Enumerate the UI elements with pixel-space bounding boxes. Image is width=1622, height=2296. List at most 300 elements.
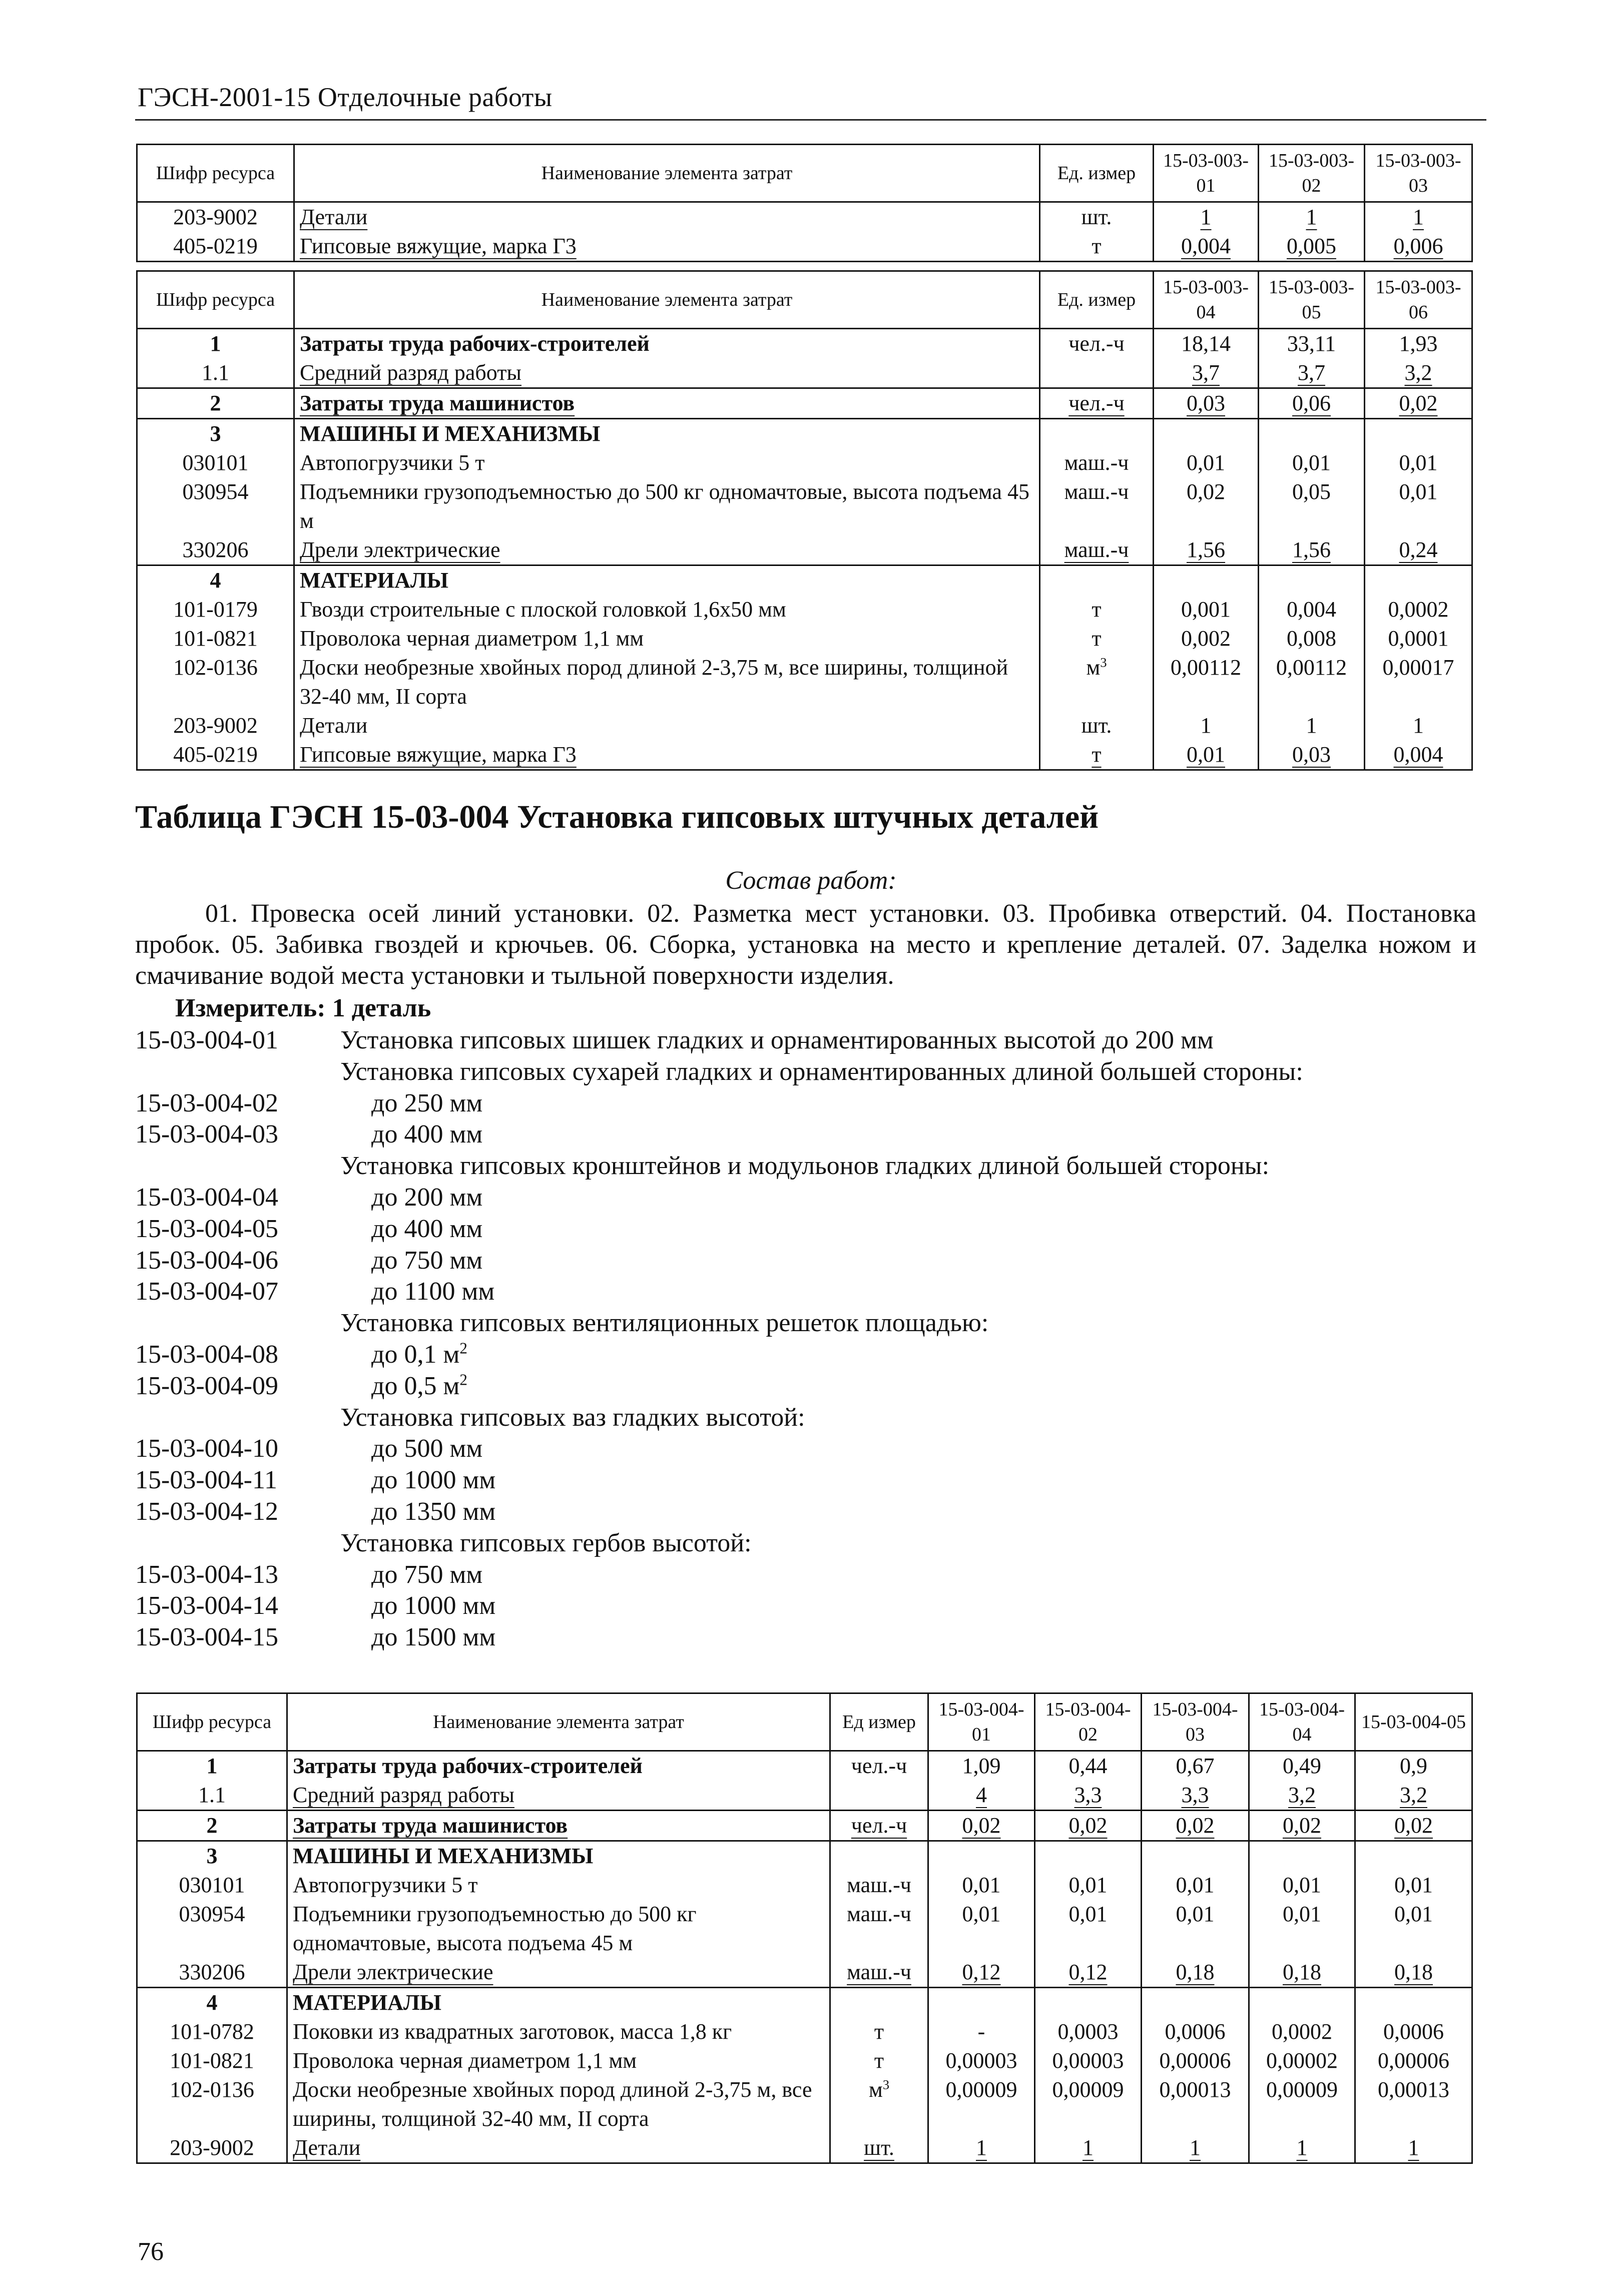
value: 0,00009 <box>1052 2077 1124 2102</box>
unit-exponent: 3 <box>1100 655 1107 670</box>
value-cell <box>1142 1811 1249 1841</box>
resource-code: 101-0821 <box>137 2046 287 2075</box>
unit <box>1040 595 1154 624</box>
value: 0,00017 <box>1382 655 1454 680</box>
unit <box>830 1841 928 1871</box>
header-cell: 15-03-004-01 <box>928 1693 1035 1751</box>
value: 1 <box>1413 713 1424 738</box>
value: 1 <box>1190 2135 1201 2160</box>
element-name-text: Доски необрезные хвойных пород длиной 2-3,75 м, все ширины, толщиной 32-40 мм, II сорта <box>293 2077 812 2131</box>
unit-text: м <box>868 2077 883 2102</box>
element-name <box>287 1900 830 1958</box>
work-item-code: 15-03-004-04 <box>135 1183 278 1212</box>
unit-text: т <box>1092 742 1102 767</box>
value-cell <box>1154 388 1259 419</box>
unit: т <box>1040 232 1154 262</box>
resource-code: 2 <box>137 1811 287 1841</box>
work-item-text <box>371 1590 495 1621</box>
value: 0,01 <box>1187 450 1225 475</box>
value: 1 <box>976 2135 987 2160</box>
header-cell: 15-03-004-04 <box>1249 1693 1355 1751</box>
value: 1 <box>1408 2135 1419 2160</box>
value-cell <box>1035 1988 1142 2018</box>
value-cell <box>1259 388 1365 419</box>
value-cell <box>928 2133 1035 2163</box>
value-cell <box>1154 202 1259 232</box>
value: 0,02 <box>962 1813 1001 1838</box>
value-cell <box>1259 419 1365 449</box>
unit <box>830 2046 928 2075</box>
value-cell <box>1142 1751 1249 1781</box>
element-name-text: Гипсовые вяжущие, марка Г3 <box>300 234 577 258</box>
work-item-text <box>371 1276 494 1307</box>
value-cell <box>1035 1781 1142 1811</box>
work-item-text <box>371 1465 495 1496</box>
element-name-text: Дрели электрические <box>293 1960 493 1984</box>
value: 0,00013 <box>1159 2077 1231 2102</box>
unit-text: чел.-ч <box>1068 391 1125 415</box>
unit-text: маш.-ч <box>1064 479 1129 504</box>
value-cell <box>1365 740 1472 770</box>
work-item-text <box>340 1025 1214 1056</box>
value-cell <box>1365 202 1472 232</box>
unit-text: чел.-ч <box>851 1813 907 1838</box>
element-name <box>287 2133 830 2163</box>
value: 3,2 <box>1400 1783 1427 1807</box>
value: 0,44 <box>1068 1754 1108 1778</box>
unit <box>1040 419 1154 449</box>
value-cell <box>1035 1871 1142 1900</box>
value-cell <box>1154 565 1259 596</box>
work-item-code: 15-03-004-09 <box>135 1371 278 1400</box>
work-item <box>135 1528 1476 1559</box>
value: 0,004 <box>1181 234 1231 258</box>
element-name <box>294 740 1040 770</box>
work-item <box>135 1025 1476 1056</box>
value: 0,0006 <box>1383 2019 1444 2044</box>
unit <box>1040 535 1154 565</box>
work-item <box>135 1245 1476 1276</box>
work-item-text <box>371 1088 482 1119</box>
value-cell <box>1355 1811 1472 1841</box>
element-name-text: Доски необрезные хвойных пород длиной 2-3,75 м, все ширины, толщиной 32-40 мм, II сорта <box>300 655 1008 709</box>
value: 0,00006 <box>1159 2048 1231 2073</box>
unit-text: маш.-ч <box>847 1873 911 1897</box>
work-composition-text: 01. Провеска осей линий установки. 02. Разметка мест установки. 03. Пробивка отверстий. 04. Постановка пробок. 05. Забивка гвоздей и крючьев. 06. Сборка, установка на место и крепление деталей. 07. Заделка ножом и смачивание водой места установки и тыльной поверхности изделия. <box>135 899 1476 990</box>
table-row <box>137 1811 1472 1841</box>
value: 1,56 <box>1292 537 1331 562</box>
value-cell <box>1154 740 1259 770</box>
work-item-text <box>340 1308 988 1339</box>
work-item-code: 15-03-004-08 <box>135 1340 278 1369</box>
unit <box>830 1811 928 1841</box>
value-cell <box>1365 448 1472 477</box>
element-name-text: Затраты труда рабочих-строителей <box>300 331 650 356</box>
value: 0,01 <box>1283 1873 1321 1897</box>
unit-text: т <box>874 2048 884 2073</box>
table-row <box>137 2046 1472 2075</box>
work-item-text-main: до 250 мм <box>371 1088 483 1117</box>
value-cell <box>1154 535 1259 565</box>
table-row <box>137 1900 1472 1958</box>
element-name <box>294 711 1040 740</box>
element-name-text: Подъемники грузоподъемностью до 500 кг одномачтовые, высота подъема 45 м <box>300 479 1029 533</box>
table-header-row <box>137 271 1472 329</box>
resource-code: 3 <box>137 1841 287 1871</box>
resource-code: 1 <box>137 329 294 359</box>
work-item-text-main: до 750 мм <box>371 1246 483 1275</box>
resource-code: 405-0219 <box>137 740 294 770</box>
value-cell <box>928 1751 1035 1781</box>
value: 3,2 <box>1288 1783 1316 1807</box>
value-cell <box>928 1958 1035 1988</box>
element-name-text: Автопогрузчики 5 т <box>300 450 485 475</box>
unit <box>1040 388 1154 419</box>
value-cell <box>1249 1988 1355 2018</box>
value-cell <box>1035 1841 1142 1871</box>
header-cell: 15-03-003-04 <box>1154 271 1259 329</box>
unit-exponent: 3 <box>882 2077 890 2092</box>
value: 0,06 <box>1292 391 1331 415</box>
element-name <box>294 419 1040 449</box>
resource-table-004 <box>136 1692 1473 2164</box>
value-cell <box>1154 595 1259 624</box>
value: 0,03 <box>1292 742 1331 767</box>
unit-text: маш.-ч <box>1064 450 1129 475</box>
header-cell: Ед. измер <box>1040 271 1154 329</box>
table-row <box>137 477 1472 535</box>
work-item-text-main: Установка гипсовых гербов высотой: <box>340 1528 752 1557</box>
value-cell <box>1142 2075 1249 2133</box>
header-cell: 15-03-003-06 <box>1365 271 1472 329</box>
work-item <box>135 1622 1476 1653</box>
resource-code: 101-0821 <box>137 624 294 653</box>
value: 0,00003 <box>1052 2048 1124 2073</box>
value-cell <box>1365 535 1472 565</box>
value: 0,01 <box>1399 450 1438 475</box>
element-name <box>294 388 1040 419</box>
value: 4 <box>976 1783 987 1807</box>
table-row <box>137 2133 1472 2163</box>
table-row <box>137 711 1472 740</box>
element-name <box>294 535 1040 565</box>
work-item <box>135 1559 1476 1590</box>
value-cell <box>1355 1781 1472 1811</box>
value: 1 <box>1413 205 1424 229</box>
value: 0,03 <box>1187 391 1225 415</box>
table-row <box>137 2075 1472 2133</box>
element-name-text: Затраты труда машинистов <box>300 391 575 415</box>
value-cell <box>1355 1751 1472 1781</box>
value-cell <box>1035 2046 1142 2075</box>
value-cell <box>1259 232 1365 262</box>
value-cell <box>1355 1900 1472 1958</box>
value-cell <box>928 2075 1035 2133</box>
work-item-code: 15-03-004-10 <box>135 1434 278 1463</box>
element-name <box>294 565 1040 596</box>
header-rule <box>135 119 1486 121</box>
unit-text: чел.-ч <box>851 1754 907 1778</box>
value-cell <box>1365 388 1472 419</box>
header-cell: Наименование элемента затрат <box>294 145 1040 202</box>
resource-code: 203-9002 <box>137 711 294 740</box>
work-item-text-main: до 1100 мм <box>371 1277 495 1306</box>
value-cell <box>928 1811 1035 1841</box>
value-cell <box>1249 1751 1355 1781</box>
unit <box>1040 448 1154 477</box>
resource-code: 330206 <box>137 1958 287 1988</box>
value: 0,01 <box>1283 1902 1321 1926</box>
unit <box>1040 653 1154 711</box>
value-cell <box>1154 448 1259 477</box>
work-item-text <box>371 1339 467 1370</box>
value: 0,02 <box>1394 1813 1433 1838</box>
work-item <box>135 1465 1476 1496</box>
value: - <box>977 2019 985 2044</box>
value-cell <box>1355 1841 1472 1871</box>
resource-code: 030954 <box>137 477 294 535</box>
measure-unit: Измеритель: 1 деталь <box>175 994 431 1022</box>
work-item-text <box>340 1528 752 1559</box>
table-title: Таблица ГЭСН 15-03-004 Установка гипсовых штучных деталей <box>135 799 1099 835</box>
value-cell <box>928 1988 1035 2018</box>
work-item-text-main: Установка гипсовых вентиляционных решеток площадью: <box>340 1309 989 1338</box>
value: 0,00013 <box>1378 2077 1449 2102</box>
value-cell <box>928 1841 1035 1871</box>
value: 0,008 <box>1287 626 1336 651</box>
header-cell: 15-03-003-01 <box>1154 145 1259 202</box>
value: 0,005 <box>1287 234 1336 258</box>
value: 1 <box>1296 2135 1308 2160</box>
value-cell <box>1259 711 1365 740</box>
table-row <box>137 595 1472 624</box>
unit-text: маш.-ч <box>1064 537 1129 562</box>
value-cell <box>1259 202 1365 232</box>
work-item-code: 15-03-004-05 <box>135 1214 278 1243</box>
work-item-text-main: до 500 мм <box>371 1434 483 1463</box>
element-name-text: Проволока черная диаметром 1,1 мм <box>293 2048 637 2073</box>
table-row <box>137 1871 1472 1900</box>
value: 3,7 <box>1192 360 1220 385</box>
unit <box>1040 711 1154 740</box>
value-cell <box>1154 653 1259 711</box>
element-name-text: МАШИНЫ И МЕХАНИЗМЫ <box>293 1844 594 1868</box>
value-cell <box>1249 1958 1355 1988</box>
unit-exponent: 2 <box>459 1339 467 1357</box>
value: 1,56 <box>1187 537 1225 562</box>
value: 0,05 <box>1292 479 1331 504</box>
value: 18,14 <box>1181 331 1231 356</box>
value: 0,00112 <box>1170 655 1242 680</box>
value-cell <box>928 2046 1035 2075</box>
work-item <box>135 1402 1476 1433</box>
value-cell <box>1154 232 1259 262</box>
value: 0,18 <box>1176 1960 1215 1984</box>
work-item-code: 15-03-004-06 <box>135 1246 278 1275</box>
element-name-text: Средний разряд работы <box>300 360 521 385</box>
element-name-text: Средний разряд работы <box>293 1783 514 1807</box>
unit <box>830 1871 928 1900</box>
value: 0,01 <box>1176 1902 1215 1926</box>
value-cell <box>1259 740 1365 770</box>
value-cell <box>928 1781 1035 1811</box>
unit <box>1040 740 1154 770</box>
value: 1,09 <box>962 1754 1001 1778</box>
value-cell <box>928 1871 1035 1900</box>
unit-text: маш.-ч <box>847 1960 911 1984</box>
table-row <box>137 740 1472 770</box>
value-cell <box>1249 1900 1355 1958</box>
value: 0,01 <box>962 1873 1001 1897</box>
element-name <box>294 358 1040 388</box>
value-cell <box>1142 1900 1249 1958</box>
value-cell <box>1142 2133 1249 2163</box>
value-cell <box>1355 1988 1472 2018</box>
value-cell <box>1259 565 1365 596</box>
work-item <box>135 1151 1476 1182</box>
work-item <box>135 1371 1476 1402</box>
work-item-text-main: до 400 мм <box>371 1214 483 1243</box>
value: 0,12 <box>1068 1960 1108 1984</box>
work-item <box>135 1433 1476 1464</box>
value-cell <box>1142 2046 1249 2075</box>
value-cell <box>1259 358 1365 388</box>
work-item-code: 15-03-004-03 <box>135 1120 278 1149</box>
work-item-text-main: до 750 мм <box>371 1560 483 1589</box>
value-cell <box>1035 1900 1142 1958</box>
table-row <box>137 1841 1472 1871</box>
element-name-text: Детали <box>293 2135 361 2160</box>
element-name-text: Гипсовые вяжущие, марка Г3 <box>300 742 577 767</box>
work-item-text-main: до 1500 мм <box>371 1623 496 1652</box>
value-cell <box>1365 595 1472 624</box>
value: 0,00112 <box>1276 655 1347 680</box>
element-name-text: Детали <box>300 205 368 229</box>
work-item-text <box>371 1214 482 1245</box>
unit-text: шт. <box>864 2135 894 2160</box>
element-name-text: МАШИНЫ И МЕХАНИЗМЫ <box>300 421 601 446</box>
value-cell <box>1365 419 1472 449</box>
header-cell: Наименование элемента затрат <box>294 271 1040 329</box>
table-row <box>137 2017 1472 2046</box>
element-name <box>287 1811 830 1841</box>
work-item-code: 15-03-004-07 <box>135 1277 278 1306</box>
unit <box>830 2017 928 2046</box>
value: 0,01 <box>962 1902 1001 1926</box>
work-item-text <box>340 1056 1303 1087</box>
table-header-row <box>137 145 1472 202</box>
table-row <box>137 419 1472 449</box>
value: 0,004 <box>1287 597 1336 622</box>
value-cell <box>1259 595 1365 624</box>
value-cell <box>1259 329 1365 359</box>
table-row <box>137 624 1472 653</box>
value-cell <box>1355 1958 1472 1988</box>
value-cell <box>1259 477 1365 535</box>
work-item <box>135 1182 1476 1213</box>
unit <box>1040 477 1154 535</box>
value-cell <box>1142 2017 1249 2046</box>
resource-code: 2 <box>137 388 294 419</box>
value-cell <box>1035 2075 1142 2133</box>
header-cell: Наименование элемента затрат <box>287 1693 830 1751</box>
value-cell <box>1035 1811 1142 1841</box>
value-cell <box>1035 1751 1142 1781</box>
work-item-code: 15-03-004-14 <box>135 1591 278 1620</box>
element-name-text: Подъемники грузоподъемностью до 500 кг одномачтовые, высота подъема 45 м <box>293 1902 697 1955</box>
value: 0,9 <box>1400 1754 1427 1778</box>
value: 0,02 <box>1176 1813 1215 1838</box>
work-item <box>135 1088 1476 1119</box>
element-name <box>287 1751 830 1781</box>
value: 1 <box>1083 2135 1094 2160</box>
header-cell: Шифр ресурса <box>137 271 294 329</box>
work-item-code: 15-03-004-15 <box>135 1623 278 1652</box>
table-row <box>137 448 1472 477</box>
work-item-text <box>371 1119 482 1150</box>
work-item-text <box>371 1496 495 1527</box>
resource-code: 4 <box>137 1988 287 2018</box>
unit-text: чел.-ч <box>1068 331 1125 356</box>
value: 0,01 <box>1394 1902 1433 1926</box>
work-item-code: 15-03-004-12 <box>135 1497 278 1526</box>
value: 0,001 <box>1181 597 1231 622</box>
value-cell <box>1249 2046 1355 2075</box>
value-cell <box>1355 1871 1472 1900</box>
value-cell <box>1365 624 1472 653</box>
value-cell <box>1142 1871 1249 1900</box>
work-item-text-main: Установка гипсовых шишек гладких и орнаментированных высотой до 200 мм <box>340 1026 1214 1054</box>
element-name <box>294 232 1040 262</box>
work-item <box>135 1496 1476 1527</box>
value-cell <box>1355 2046 1472 2075</box>
element-name <box>294 448 1040 477</box>
work-item <box>135 1339 1476 1370</box>
value: 0,01 <box>1399 479 1438 504</box>
value-cell <box>1249 2133 1355 2163</box>
resource-code: 203-9002 <box>137 202 294 232</box>
element-name-text: Проволока черная диаметром 1,1 мм <box>300 626 644 651</box>
work-item-text <box>371 1559 482 1590</box>
value-cell <box>1142 1988 1249 2018</box>
value: 0,006 <box>1393 234 1443 258</box>
value: 1 <box>1306 713 1317 738</box>
value-cell <box>1249 2075 1355 2133</box>
value: 0,002 <box>1181 626 1231 651</box>
element-name <box>287 2075 830 2133</box>
value-cell <box>1154 329 1259 359</box>
value: 1 <box>1200 205 1212 229</box>
resource-code: 102-0136 <box>137 2075 287 2133</box>
value-cell <box>1259 448 1365 477</box>
table-row <box>137 1781 1472 1811</box>
value: 0,00002 <box>1266 2048 1338 2073</box>
unit <box>830 1751 928 1781</box>
value-cell <box>1249 1781 1355 1811</box>
work-item <box>135 1590 1476 1621</box>
element-name-text: Автопогрузчики 5 т <box>293 1873 478 1897</box>
work-item-text <box>371 1182 482 1213</box>
header-cell: 15-03-003-03 <box>1365 145 1472 202</box>
value-cell <box>1035 2017 1142 2046</box>
work-item-text <box>371 1622 495 1653</box>
value: 3,3 <box>1074 1783 1102 1807</box>
table-row <box>137 653 1472 711</box>
value: 0,01 <box>1394 1873 1433 1897</box>
value: 0,02 <box>1399 391 1438 415</box>
element-name <box>294 477 1040 535</box>
element-name <box>287 1781 830 1811</box>
